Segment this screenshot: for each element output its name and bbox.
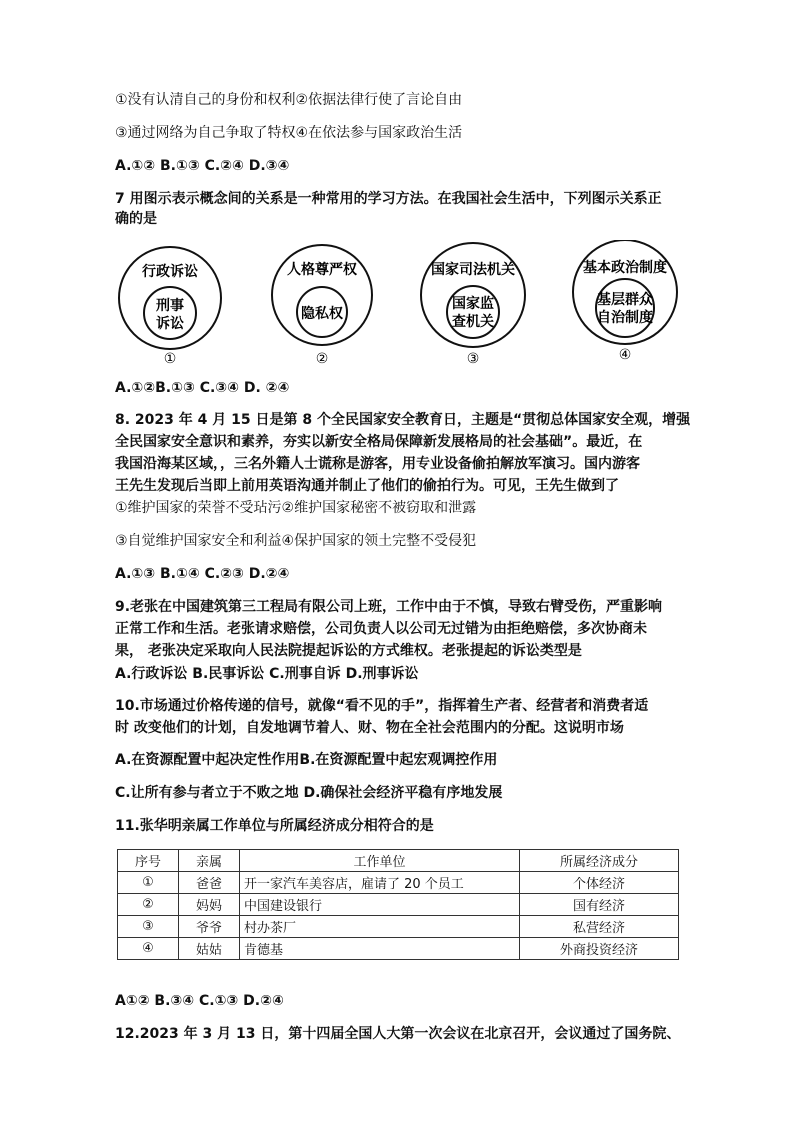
diagram-3-inner-label-1: 国家监	[452, 296, 494, 312]
row-1-workplace: 开一家汽车美容店，雇请了 20 个员工	[240, 872, 520, 894]
q7-answer-choices: A.①②B.①③ C.③④ D. ②④	[115, 380, 290, 396]
row-4-number: ④	[118, 938, 179, 960]
header-relative: 亲属	[179, 850, 240, 872]
q7-diagram-svg	[115, 240, 695, 370]
row-4-workplace: 肯德基	[240, 938, 520, 960]
row-3-relative: 爷爷	[179, 916, 240, 938]
diagram-2-inner-label-1: 隐私权	[301, 306, 343, 322]
diagram-4-number: ④	[618, 347, 632, 363]
q8-option-line-1: ①维护国家的荣誉不受玷污②维护国家秘密不被窃取和泄露	[115, 500, 477, 516]
header-number: 序号	[118, 850, 179, 872]
q11-relatives-table	[117, 849, 679, 960]
q10-stem-line-1: 10.市场通过价格传递的信号，就像“看不见的手”，指挥着生产者、经营者和消费者适	[115, 698, 649, 714]
q8-stem-line-3: 我国沿海某区域，，三名外籍人士谎称是游客，用专业设备偷拍解放军演习。国内游客	[115, 456, 640, 472]
q8-stem-line-1: 8. 2023 年 4 月 15 日是第 8 个全民国家安全教育日，主题是“贯彻总体国家安全观，增强	[115, 412, 691, 428]
q10-option-line-1: A.在资源配置中起决定性作用B.在资源配置中起宏观调控作用	[115, 752, 498, 768]
diagram-1-number: ①	[163, 351, 177, 367]
q9-answer-choices: A.行政诉讼 B.民事诉讼 C.刑事自诉 D.刑事诉讼	[115, 666, 419, 682]
diagram-2	[272, 245, 372, 367]
row-3-sector: 私营经济	[520, 916, 679, 938]
q10-option-line-2: C.让所有参与者立于不败之地 D.确保社会经济平稳有序地发展	[115, 785, 503, 801]
row-2-sector: 国有经济	[520, 894, 679, 916]
q6-option-line-1: ①没有认清自己的身份和权利②依据法律行使了言论自由	[115, 92, 463, 108]
q7-stem-line-1: 7 用图示表示概念间的关系是一种常用的学习方法。在我国社会生活中，下列图示关系正	[115, 191, 662, 207]
diagram-1	[119, 247, 221, 367]
diagram-2-outer-circle	[272, 245, 372, 345]
diagram-3-number: ③	[466, 351, 480, 367]
row-3-number: ③	[118, 916, 179, 938]
header-economic-sector: 所属经济成分	[520, 850, 679, 872]
diagram-4-inner-label-1: 基层群众	[597, 292, 653, 308]
diagram-3-outer-label: 国家司法机关	[431, 262, 515, 278]
q8-option-line-2: ③自觉维护国家安全和利益④保护国家的领土完整不受侵犯	[115, 533, 477, 549]
q10-stem-line-2: 时 改变他们的计划，自发地调节着人、财、物在全社会范围内的分配。这说明市场	[115, 720, 624, 736]
q8-stem-line-2: 全民国家安全意识和素养，夯实以新安全格局保障新发展格局的社会基础”。最近，在	[115, 434, 643, 450]
diagram-3-inner-label-2: 查机关	[452, 314, 494, 330]
row-1-relative: 爸爸	[179, 872, 240, 894]
q6-answer-choices: A.①② B.①③ C.②④ D.③④	[115, 158, 290, 174]
q6-option-line-2: ③通过网络为自己争取了特权④在依法参与国家政治生活	[115, 125, 463, 141]
q7-concept-diagrams	[115, 240, 695, 370]
q9-stem-line-3: 果， 老张决定采取向人民法院提起诉讼的方式维权。老张提起的诉讼类型是	[115, 643, 582, 659]
diagram-4-inner-circle	[596, 279, 654, 337]
table-header-row	[118, 850, 679, 872]
row-4-sector: 外商投资经济	[520, 938, 679, 960]
row-2-workplace: 中国建设银行	[240, 894, 520, 916]
q9-stem-line-1: 9.老张在中国建筑第三工程局有限公司上班，工作中由于不慎，导致右臂受伤，严重影响	[115, 599, 663, 615]
row-1-sector: 个体经济	[520, 872, 679, 894]
q7-stem-line-2: 确的是	[115, 211, 157, 227]
diagram-3	[421, 243, 525, 367]
table-row	[118, 938, 679, 960]
row-2-relative: 妈妈	[179, 894, 240, 916]
diagram-1-inner-label-1: 刑事	[156, 298, 184, 314]
diagram-1-inner-label-2: 诉讼	[156, 316, 184, 332]
diagram-2-number: ②	[315, 351, 329, 367]
diagram-4-inner-label-2: 自治制度	[597, 310, 653, 326]
diagram-3-outer-circle	[421, 243, 525, 347]
table-row	[118, 872, 679, 894]
table-row	[118, 894, 679, 916]
diagram-3-inner-circle	[447, 286, 499, 338]
q11-stem: 11.张华明亲属工作单位与所属经济成分相符合的是	[115, 818, 434, 834]
row-3-workplace: 村办茶厂	[240, 916, 520, 938]
row-1-number: ①	[118, 872, 179, 894]
diagram-4	[573, 240, 677, 363]
q9-stem-line-2: 正常工作和生活。老张请求赔偿，公司负责人以公司无过错为由拒绝赔偿，多次协商未	[115, 621, 647, 637]
header-workplace: 工作单位	[240, 850, 520, 872]
diagram-2-outer-label: 人格尊严权	[287, 262, 357, 278]
diagram-1-outer-label: 行政诉讼	[142, 264, 198, 280]
q8-answer-choices: A.①③ B.①④ C.②③ D.②④	[115, 566, 290, 582]
diagram-4-outer-label: 基本政治制度	[583, 260, 667, 276]
table-row	[118, 916, 679, 938]
row-2-number: ②	[118, 894, 179, 916]
q12-stem-line-1: 12.2023 年 3 月 13 日，第十四届全国人大第一次会议在北京召开，会议通过了国务院、	[115, 1026, 681, 1042]
row-4-relative: 姑姑	[179, 938, 240, 960]
q11-answer-choices: A①② B.③④ C.①③ D.②④	[115, 993, 284, 1009]
q8-stem-line-4: 王先生发现后当即上前用英语沟通并制止了他们的偷拍行为。可见，王先生做到了	[115, 478, 619, 494]
